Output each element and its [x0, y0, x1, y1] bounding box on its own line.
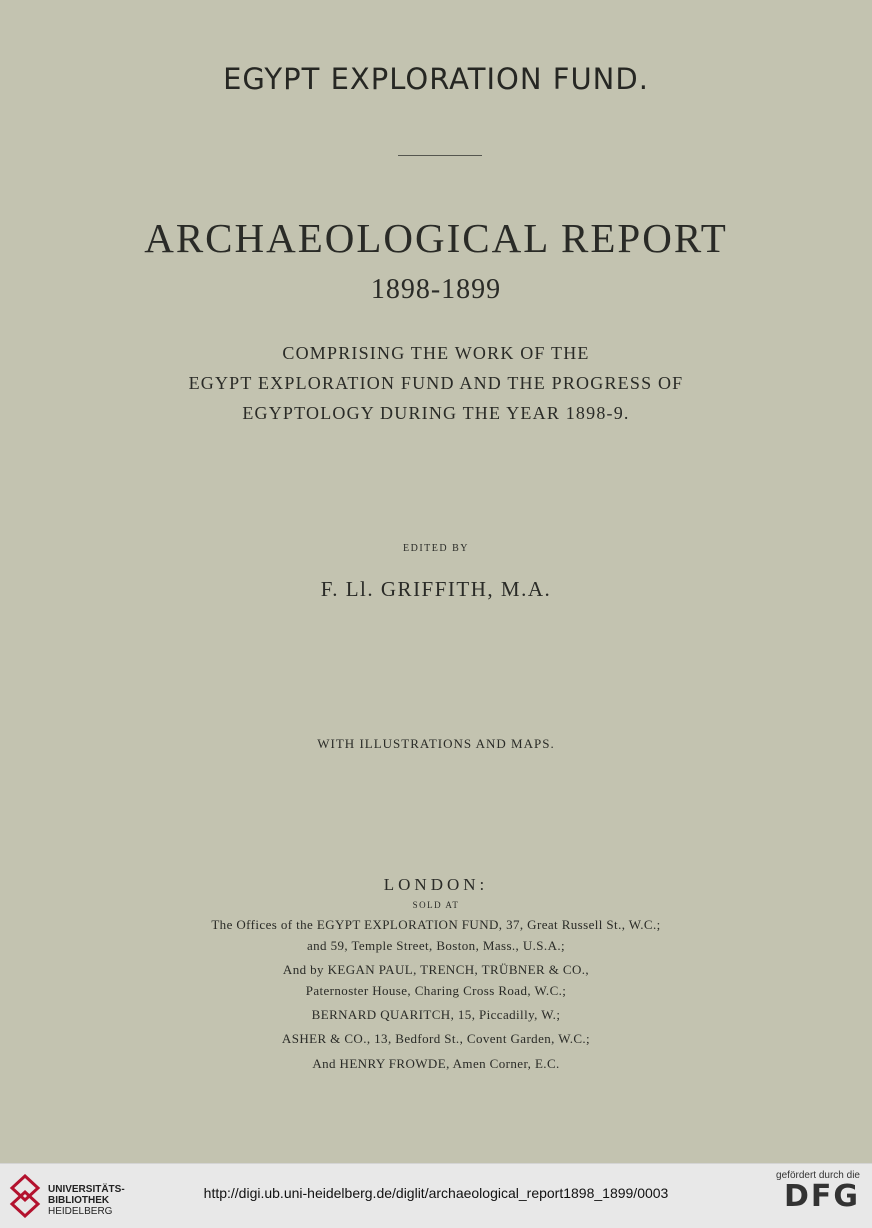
- permalink-url[interactable]: http://digi.ub.uni-heidelberg.de/diglit/archaeological_report1898_1899/0003: [203, 1185, 669, 1201]
- imprint-city: LONDON:: [383, 875, 489, 894]
- report-title: ARCHAEOLOGICAL REPORT: [144, 215, 728, 261]
- imprint-line-6: ASHER & CO., 13, Bedford St., Covent Garden, W.C.;: [281, 1031, 591, 1046]
- library-name-line-1: UNIVERSITÄTS-: [48, 1184, 125, 1195]
- edited-by-label: EDITED BY: [403, 543, 469, 554]
- dfg-logo[interactable]: [770, 1170, 860, 1224]
- fund-header: EGYPT EXPLORATION FUND.: [223, 62, 649, 96]
- illustrations-note: WITH ILLUSTRATIONS AND MAPS.: [317, 736, 555, 751]
- subtitle-line-1: COMPRISING THE WORK OF THE: [282, 343, 590, 363]
- library-name-line-2: BIBLIOTHEK: [48, 1195, 110, 1206]
- subtitle-line-2: EGYPT EXPLORATION FUND AND THE PROGRESS OF: [188, 373, 684, 393]
- viewer-footer: [0, 1163, 872, 1228]
- imprint-sold-at: SOLD AT: [412, 900, 460, 910]
- dfg-wordmark: DFG: [783, 1179, 860, 1214]
- library-name-line-3: HEIDELBERG: [48, 1206, 113, 1217]
- imprint-line-3: And by KEGAN PAUL, TRENCH, TRÜBNER & CO.,: [282, 962, 590, 977]
- imprint-line-5: BERNARD QUARITCH, 15, Piccadilly, W.;: [311, 1007, 561, 1022]
- imprint-line-1: The Offices of the EGYPT EXPLORATION FUND, 37, Great Russell St., W.C.;: [211, 917, 661, 932]
- editor-name: F. Ll. GRIFFITH, M.A.: [320, 577, 552, 601]
- imprint-line-4: Paternoster House, Charing Cross Road, W.C.;: [305, 983, 567, 998]
- subtitle-line-3: EGYPTOLOGY DURING THE YEAR 1898-9.: [242, 403, 630, 423]
- imprint-line-7: And HENRY FROWDE, Amen Corner, E.C.: [312, 1056, 560, 1071]
- imprint-line-2: and 59, Temple Street, Boston, Mass., U.S.A.;: [306, 938, 566, 953]
- header-divider: [398, 155, 482, 156]
- report-years: 1898-1899: [370, 274, 502, 305]
- funded-by-label: gefördert durch die: [776, 1170, 860, 1181]
